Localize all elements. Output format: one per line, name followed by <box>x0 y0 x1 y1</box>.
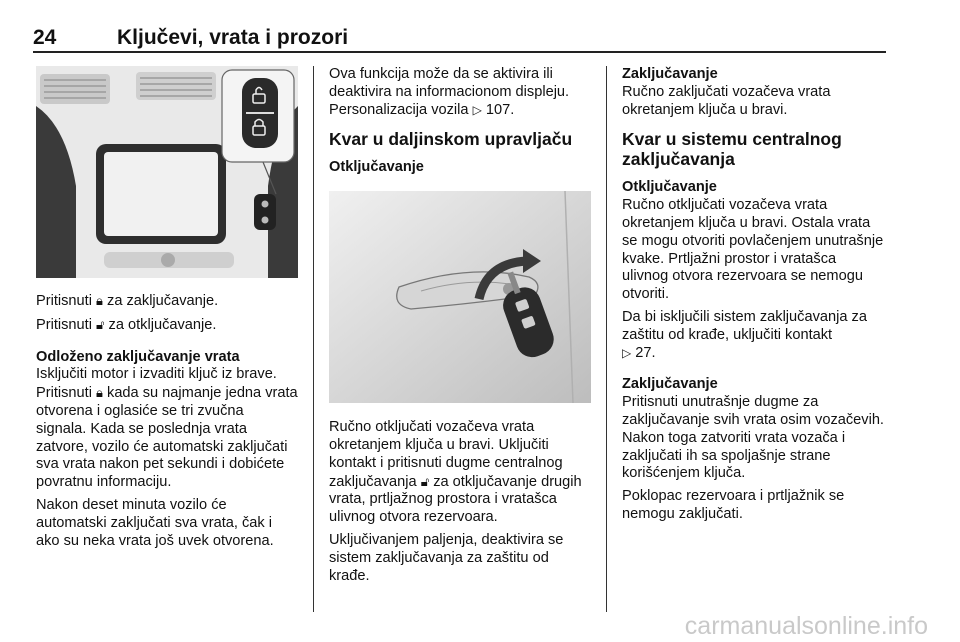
door-key-svg <box>329 191 591 403</box>
padlock-open-icon: 🔓︎ <box>420 473 430 489</box>
unlock-instruction: Pritisnuti 🔓︎ za otključavanje. <box>36 316 217 333</box>
antitheft-text: Da bi isključili sistem zaključavanja za zaštitu od krađe, uključiti kontakt ▷ 27. <box>622 308 867 361</box>
dashboard-illustration-svg <box>36 66 298 278</box>
page-number: 24 <box>33 26 57 49</box>
remote-fault-heading: Kvar u daljinskom upravljaču <box>329 129 573 150</box>
locking-text: Ručno zaključati vozačeva vrata okretanjem ključa u bravi. <box>622 83 831 118</box>
watermark: carmanualsonline.info <box>684 612 928 640</box>
padlock-open-icon: 🔓︎ <box>96 316 105 332</box>
column-3 <box>622 66 886 529</box>
delayed-locking-text: Isključiti motor i izvaditi ključ iz brave. Pritisnuti 🔒︎ kada su najmanje jedna vrata otvorena i oglasiće se tri zvučna signala. Kada se poslednja vrata zatvore, vozilo će automatski zaključati sva vrata nakon pet sekundi i dobićete povratnu informaciju. <box>36 366 298 491</box>
delayed-locking-heading: Odloženo zaključavanje vrata <box>36 348 240 365</box>
column-divider-1 <box>313 66 314 612</box>
padlock-closed-icon: 🔒︎ <box>96 385 103 401</box>
column-divider-2 <box>606 66 607 612</box>
central-lock-fault-heading: Kvar u sistemu centralnog zaključavanja <box>622 129 842 170</box>
ten-minutes-text: Nakon deset minuta vozilo će automatski zaključati sva vrata, čak i ako su neka vrata još uvek otvorena. <box>36 496 274 549</box>
padlock-closed-icon: 🔒︎ <box>96 293 103 308</box>
locking2-text: Pritisnuti unutrašnje dugme za zaključavanje svih vrata osim vozačevih. Nakon toga zatvoriti vrata vozača i zaključati ih sa spoljašnje strane korišćenjem ključa. <box>622 394 884 482</box>
column-1 <box>36 66 298 555</box>
locking2-heading: Zaključavanje <box>622 376 718 393</box>
ignition-text: Uključivanjem paljenja, deaktivira se sistem zaključavanja za zaštitu od krađe. <box>329 531 564 584</box>
chapter-title: Ključevi, vrata i prozori <box>117 26 349 49</box>
unlocking-subheading: Otključavanje <box>329 159 424 176</box>
unlocking-heading-col3: Otključavanje <box>622 179 717 196</box>
door-key-illustration <box>329 191 591 403</box>
activation-text: Ova funkcija može da se aktivira ili deaktivira na informacionom displeju. Personalizacija vozila ▷ 107. <box>329 66 570 118</box>
page-header <box>33 26 886 52</box>
triangle-reference-icon: ▷ <box>472 102 482 117</box>
header-rule <box>33 51 886 53</box>
unlocking-text-col3: Ručno otključati vozačeva vrata okretanjem ključa u bravi. Ostala vrata se mogu otvoriti povlačenjem unutrašnje kvake. Prtljažni prostor i vratašca ulivnog otvora rezervoara se nemogu otvoriti. <box>622 197 884 303</box>
lock-instruction: Pritisnuti 🔒︎ za zaključavanje. <box>36 293 219 309</box>
column-2 <box>329 66 593 590</box>
fuel-text: Poklopac rezervoara i prtljažnik se nemogu zaključati. <box>622 488 845 522</box>
manual-unlock-text: Ručno otključati vozačeva vrata okretanjem ključa u bravi. Uključiti kontakt i pritisnuti dugme centralnog zaključavanja 🔓︎ za otključavanje drugih vrata, prtljažnog prostora i vratašca ulivnog otvora rezervoara. <box>329 419 582 526</box>
locking-heading: Zaključavanje <box>622 66 718 82</box>
triangle-reference-icon: ▷ <box>622 345 632 360</box>
dashboard-central-lock-illustration <box>36 66 298 278</box>
